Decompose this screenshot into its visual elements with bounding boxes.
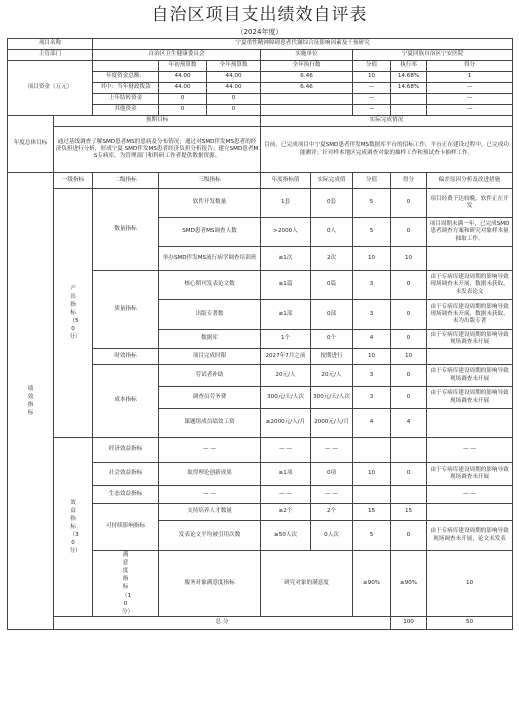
got-value: 0	[391, 521, 427, 551]
got-value: 0	[391, 300, 427, 330]
level3-indicator: 举办SMD伴发MS流行病学调查培训班	[159, 247, 261, 271]
level2-header: 二级指标	[93, 173, 159, 189]
funds-col-got: 得分	[427, 61, 513, 72]
target-value: ≥2个	[261, 504, 311, 521]
actual-value: 0人次	[311, 521, 353, 551]
funds-col-rate: 执行率	[391, 61, 427, 72]
got-value: 0	[391, 365, 427, 387]
actual-value: — —	[311, 438, 353, 463]
score-value: 10	[353, 463, 391, 486]
score-header: 分值	[353, 173, 391, 189]
actual-value: 2个	[311, 504, 353, 521]
level3-indicator: 项目完成时限	[159, 349, 261, 365]
funds-cell: 10	[353, 72, 391, 83]
actual-value: 2次	[311, 247, 353, 271]
deviation-header: 偏差原因分析及改进措施	[427, 173, 513, 189]
got-value: 0	[391, 218, 427, 247]
got-value: 15	[391, 504, 427, 521]
level2-indicator: 可持续影响指标	[93, 504, 159, 551]
funds-cell: 14.68%	[391, 72, 427, 83]
indicator-row	[8, 438, 513, 463]
level3-indicator: 支持培养人才数量	[159, 504, 261, 521]
level2-indicator: 生态效益指标	[93, 486, 159, 504]
funds-cell: —	[353, 94, 391, 105]
level3-indicator: 课题组成员绩效工资	[159, 409, 261, 438]
target-value: ≥90%	[353, 551, 391, 617]
target-value: — —	[261, 486, 311, 504]
deviation-note: — —	[427, 486, 513, 504]
level3-indicator: — —	[159, 438, 261, 463]
got-value: 0	[391, 330, 427, 349]
score-value: 5	[353, 218, 391, 247]
got-value: 10	[391, 247, 427, 271]
funds-cell	[391, 94, 427, 105]
funds-header-row	[8, 61, 513, 72]
level3-indicator: 软件开发数量	[159, 189, 261, 218]
funds-cell: —	[353, 105, 391, 116]
funds-cell: 44.00	[207, 83, 261, 94]
funds-cell: —	[427, 83, 513, 94]
funds-cell: 6.46	[261, 72, 353, 83]
funds-cell: 0	[159, 105, 207, 116]
score-value: 3	[353, 300, 391, 330]
deviation-note: 由于专病库建设周期的影响导致现场调查未开展，论文未发表	[427, 521, 513, 551]
deviation-note: 由于专病库建设周期的影响导致现场调查未开展	[427, 365, 513, 387]
funds-col-executed: 全年执行数	[261, 61, 353, 72]
score-value: 10	[427, 551, 513, 617]
target-value: >2000人	[261, 218, 311, 247]
level3-indicator: 调查员劳务费	[159, 387, 261, 409]
level3-indicator: 核心期刊发表论文数	[159, 271, 261, 300]
deviation-note: 由于专病库建设周期的影响导致现场调查未开展	[427, 387, 513, 409]
actual-value: 0项	[311, 463, 353, 486]
deviation-note: 由于专病库建设周期的影响导致现场调查未开展	[427, 330, 513, 349]
got-value: 0	[391, 189, 427, 218]
funds-header-blank	[93, 61, 159, 72]
actual-value: 0套	[311, 189, 353, 218]
funds-cell: 0	[207, 105, 261, 116]
score-value	[353, 486, 391, 504]
department-value: 自治区卫生健康委员会	[93, 50, 261, 61]
department-row	[8, 50, 513, 61]
target-value: ≥50人次	[261, 521, 311, 551]
target-value: ≥2000元/人/月	[261, 409, 311, 438]
level3-indicator: 劳试者补助	[159, 365, 261, 387]
target-value: — —	[261, 438, 311, 463]
deviation-note	[427, 349, 513, 365]
deviation-note: 项目周期未满一年，已完成SMD患者调查方案和研究对象样本量抽取工作。	[427, 218, 513, 247]
project-name-label: 项目名称	[8, 39, 93, 50]
evaluation-table	[7, 38, 513, 630]
actual-value: ≥90%	[391, 551, 427, 617]
funds-col-annual: 全年预算数	[207, 61, 261, 72]
score-value: 3	[353, 271, 391, 300]
funds-cell: —	[427, 105, 513, 116]
level3-indicator: — —	[159, 486, 261, 504]
level3-indicator: 出版专著数	[159, 300, 261, 330]
actual-value: 0篇	[311, 271, 353, 300]
annual-goal-label: 年度总体目标	[8, 116, 54, 173]
score-value: 15	[353, 504, 391, 521]
actual-value: 0部	[311, 300, 353, 330]
got-value: 10	[391, 349, 427, 365]
level2-indicator: 质量指标	[93, 271, 159, 349]
funds-cell: —	[427, 94, 513, 105]
target-value: 300元/天/人次	[261, 387, 311, 409]
level2-indicator: 社会效益指标	[93, 463, 159, 486]
actual-goal-label: 实际完成情况	[261, 116, 513, 127]
funds-label: 项目资金（万元）	[8, 61, 93, 116]
score-value: 4	[353, 409, 391, 438]
score-value: 5	[353, 521, 391, 551]
got-value: 4	[391, 409, 427, 438]
project-name-value: 宁夏重性精神障碍患者代谢综合征影响因素及干预研究	[93, 39, 513, 50]
level2-indicator: 经济效益指标	[93, 438, 159, 463]
level2-indicator: 服务对象满意度指标	[159, 551, 261, 617]
goals-header-row	[8, 116, 513, 127]
target-value: 1个	[261, 330, 311, 349]
score-value: 3	[353, 365, 391, 387]
level2-indicator: 成本指标	[93, 365, 159, 438]
score-value: 4	[353, 330, 391, 349]
deviation-note: 由于专病库建设周期的影响导致现场调查未开展，数据未获取，未为出版专著	[427, 300, 513, 330]
got-value: 0	[391, 387, 427, 409]
goals-content-row	[8, 127, 513, 173]
actual-value: 0个	[311, 330, 353, 349]
unit-label: 实施单位	[261, 50, 353, 61]
level3-indicator: SMD患者MS调查人数	[159, 218, 261, 247]
indicator-header-row	[8, 173, 513, 189]
target-value: 2027年7月之前	[261, 349, 311, 365]
level2-indicator: 数量指标	[93, 189, 159, 271]
level1-indicator: 满意度指标（10分）	[93, 551, 159, 617]
score-value: 5	[353, 189, 391, 218]
deviation-note: 由于专病库建设周期的影响导致现场调查未开展	[427, 463, 513, 486]
actual-header: 实际完成值	[311, 173, 353, 189]
expected-goal-label: 预期目标	[54, 116, 261, 127]
deviation-note: 项目经费下达较晚，软件正在开发	[427, 189, 513, 218]
level1-header: 一级指标	[54, 173, 93, 189]
funds-cell	[261, 105, 353, 116]
funds-cell: 44.00	[207, 72, 261, 83]
target-header: 年度指标值	[261, 173, 311, 189]
funds-cell: 0	[159, 94, 207, 105]
level2-indicator: 时效指标	[93, 349, 159, 365]
level3-indicator: 取得理论创新成果	[159, 463, 261, 486]
got-value	[391, 486, 427, 504]
level1-indicator: 效益指标（30分）	[54, 438, 93, 617]
score-value: 3	[353, 387, 391, 409]
funds-cell: 44.00	[159, 83, 207, 94]
funds-cell: —	[353, 83, 391, 94]
document-year: （2024年度）	[236, 28, 283, 36]
level3-indicator: 研究对象的满意度	[261, 551, 353, 617]
total-row	[8, 617, 513, 630]
project-name-row	[8, 39, 513, 50]
score-value: 10	[353, 247, 391, 271]
funds-col-score: 分值	[353, 61, 391, 72]
funds-col-initial: 年初预算数	[159, 61, 207, 72]
target-value: ≥1项	[261, 463, 311, 486]
document-title: 自治区项目支出绩效自评表	[151, 5, 368, 25]
target-value: ≥1次	[261, 247, 311, 271]
actual-value: 2000元/人/月	[311, 409, 353, 438]
target-value: ≥1篇	[261, 271, 311, 300]
deviation-note	[427, 504, 513, 521]
got-value	[391, 438, 427, 463]
score-value: 10	[353, 349, 391, 365]
total-score: 100	[391, 617, 427, 630]
actual-value: — —	[311, 486, 353, 504]
score-value	[353, 438, 391, 463]
level3-indicator: 数据库	[159, 330, 261, 349]
deviation-note: 由于专病库建设周期的影响导致现场调查未开展，数据未获取，未发表论文	[427, 271, 513, 300]
deviation-note	[427, 409, 513, 438]
total-label: 总 分	[54, 617, 391, 630]
funds-cell: 1	[427, 72, 513, 83]
actual-value: 0人	[311, 218, 353, 247]
funds-cell: 6.46	[261, 83, 353, 94]
target-value: ≥1部	[261, 300, 311, 330]
target-value: 1套	[261, 189, 311, 218]
actual-value: 按期进行	[311, 349, 353, 365]
funds-row-label: 其他资金	[93, 105, 159, 116]
expected-goal-text: 通过基线调查了解SMD患者MS的患病及分布情况；通过对SMD伴发MS患者的经济负担进行分析，形成宁夏 SMD伴发MS患者经济负担分析报告；建立SMD患者MS专病库，为管理部门和科研工作者提供数据资源。	[54, 127, 261, 173]
level1-indicator: 产出指标（50分）	[54, 189, 93, 438]
got-value: 0	[391, 271, 427, 300]
actual-value: 300元/天/人次	[311, 387, 353, 409]
performance-indicator-label: 绩效指标	[8, 173, 54, 630]
unit-value: 宁夏回族自治区宁安医院	[353, 50, 513, 61]
deviation-note: — —	[427, 438, 513, 463]
level3-indicator: 发表论文平均被引用次数	[159, 521, 261, 551]
actual-value: 20元/人	[311, 365, 353, 387]
funds-cell: 0	[207, 94, 261, 105]
got-value: 0	[391, 463, 427, 486]
department-label: 主管部门	[8, 50, 93, 61]
level3-header: 三级指标	[159, 173, 261, 189]
funds-cell	[391, 105, 427, 116]
funds-cell: 44.00	[159, 72, 207, 83]
total-got: 50	[427, 617, 513, 630]
got-header: 得分	[391, 173, 427, 189]
funds-row-label: 上年结转资金	[93, 94, 159, 105]
funds-cell: 14.68%	[391, 83, 427, 94]
target-value: 20元/人	[261, 365, 311, 387]
indicator-row	[8, 189, 513, 218]
actual-goal-text: 目前，已完成项目中宁夏SMD患者伴发MS数据库平台的招标工作，平台正在建设过程中，已完成功能测评；针对样本地区完成调查对象的抽样工作和预试查卡抽样工作。	[261, 127, 513, 173]
funds-row-label: 年度资金总额：	[93, 72, 159, 83]
funds-cell	[261, 94, 353, 105]
deviation-note	[427, 247, 513, 271]
funds-row-label: 其中：当年财政拨款	[93, 83, 159, 94]
